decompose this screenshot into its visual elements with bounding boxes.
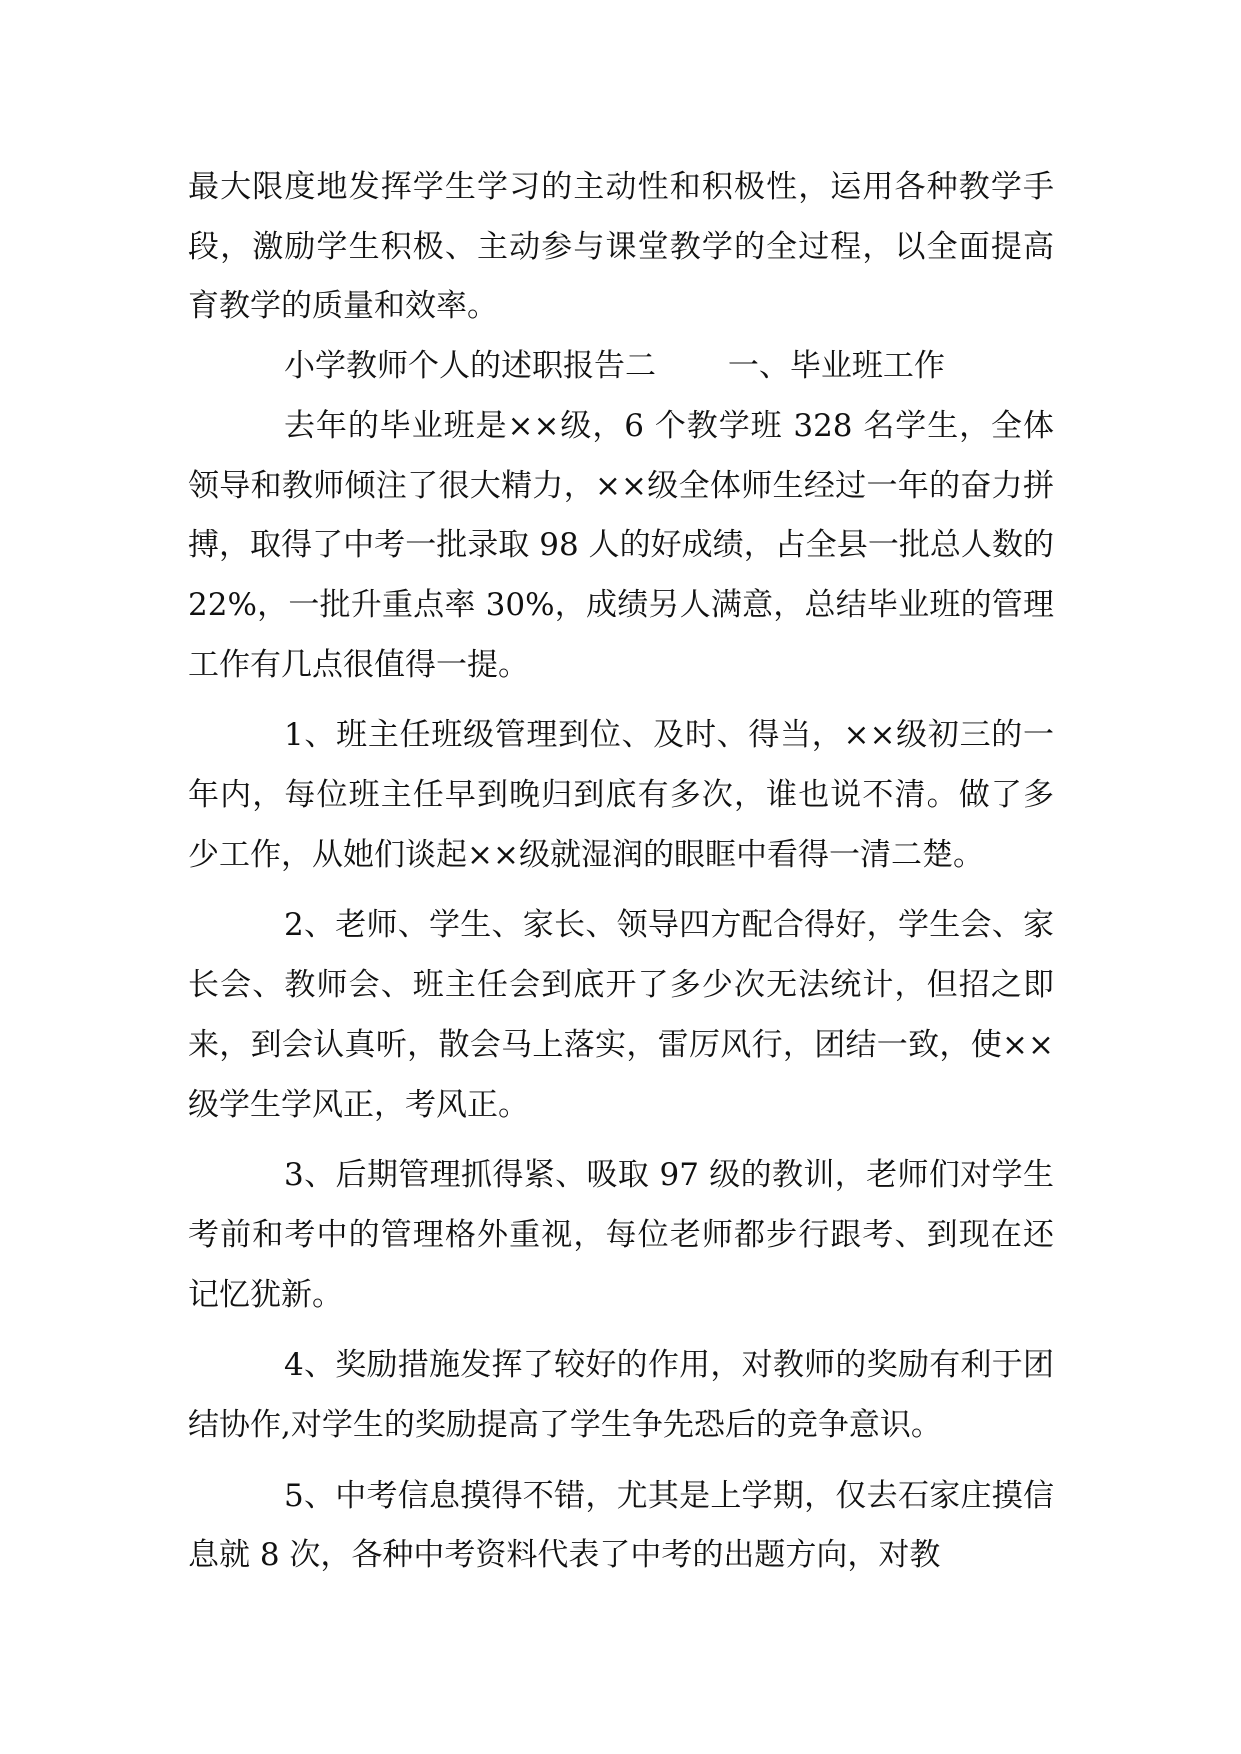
paragraph-continuation: 最大限度地发挥学生学习的主动性和积极性，运用各种教学手段，激励学生积极、主动参与课堂教学的全过程，以全面提高育教学的质量和效率。	[188, 169, 1054, 325]
paragraph-point-5: 5、中考信息摸得不错，尤其是上学期，仅去石家庄摸信息就 8 次，各种中考资料代表了中考的出题方向，对教	[188, 1477, 1054, 1574]
section-heading: 小学教师个人的述职报告二 一、毕业班工作	[284, 348, 945, 385]
paragraph-point-3: 3、后期管理抓得紧、吸取 97 级的教训，老师们对学生考前和考中的管理格外重视，每位老师都步行跟考、到现在还记忆犹新。	[188, 1157, 1054, 1313]
paragraph-point-4: 4、奖励措施发挥了较好的作用，对教师的奖励有利于团结协作,对学生的奖励提高了学生争先恐后的竞争意识。	[188, 1347, 1054, 1444]
paragraph-graduating-class: 去年的毕业班是××级，6 个教学班 328 名学生，全体领导和教师倾注了很大精力，××级全体师生经过一年的奋力拼搏，取得了中考一批录取 98 人的好成绩，占全县一批总人数的 22%，一批升重点率 30%，成绩另人满意，总结毕业班的管理工作有几点很值得一提。	[188, 407, 1054, 683]
paragraph-point-1: 1、班主任班级管理到位、及时、得当，××级初三的一年内，每位班主任早到晚归到底有多次，谁也说不清。做了多少工作，从她们谈起××级就湿润的眼眶中看得一清二楚。	[188, 717, 1054, 873]
document-body	[188, 158, 1054, 1586]
paragraph-point-2: 2、老师、学生、家长、领导四方配合得好，学生会、家长会、教师会、班主任会到底开了多少次无法统计，但招之即来，到会认真听，散会马上落实，雷厉风行，团结一致，使××级学生学风正，考风正。	[188, 907, 1054, 1123]
